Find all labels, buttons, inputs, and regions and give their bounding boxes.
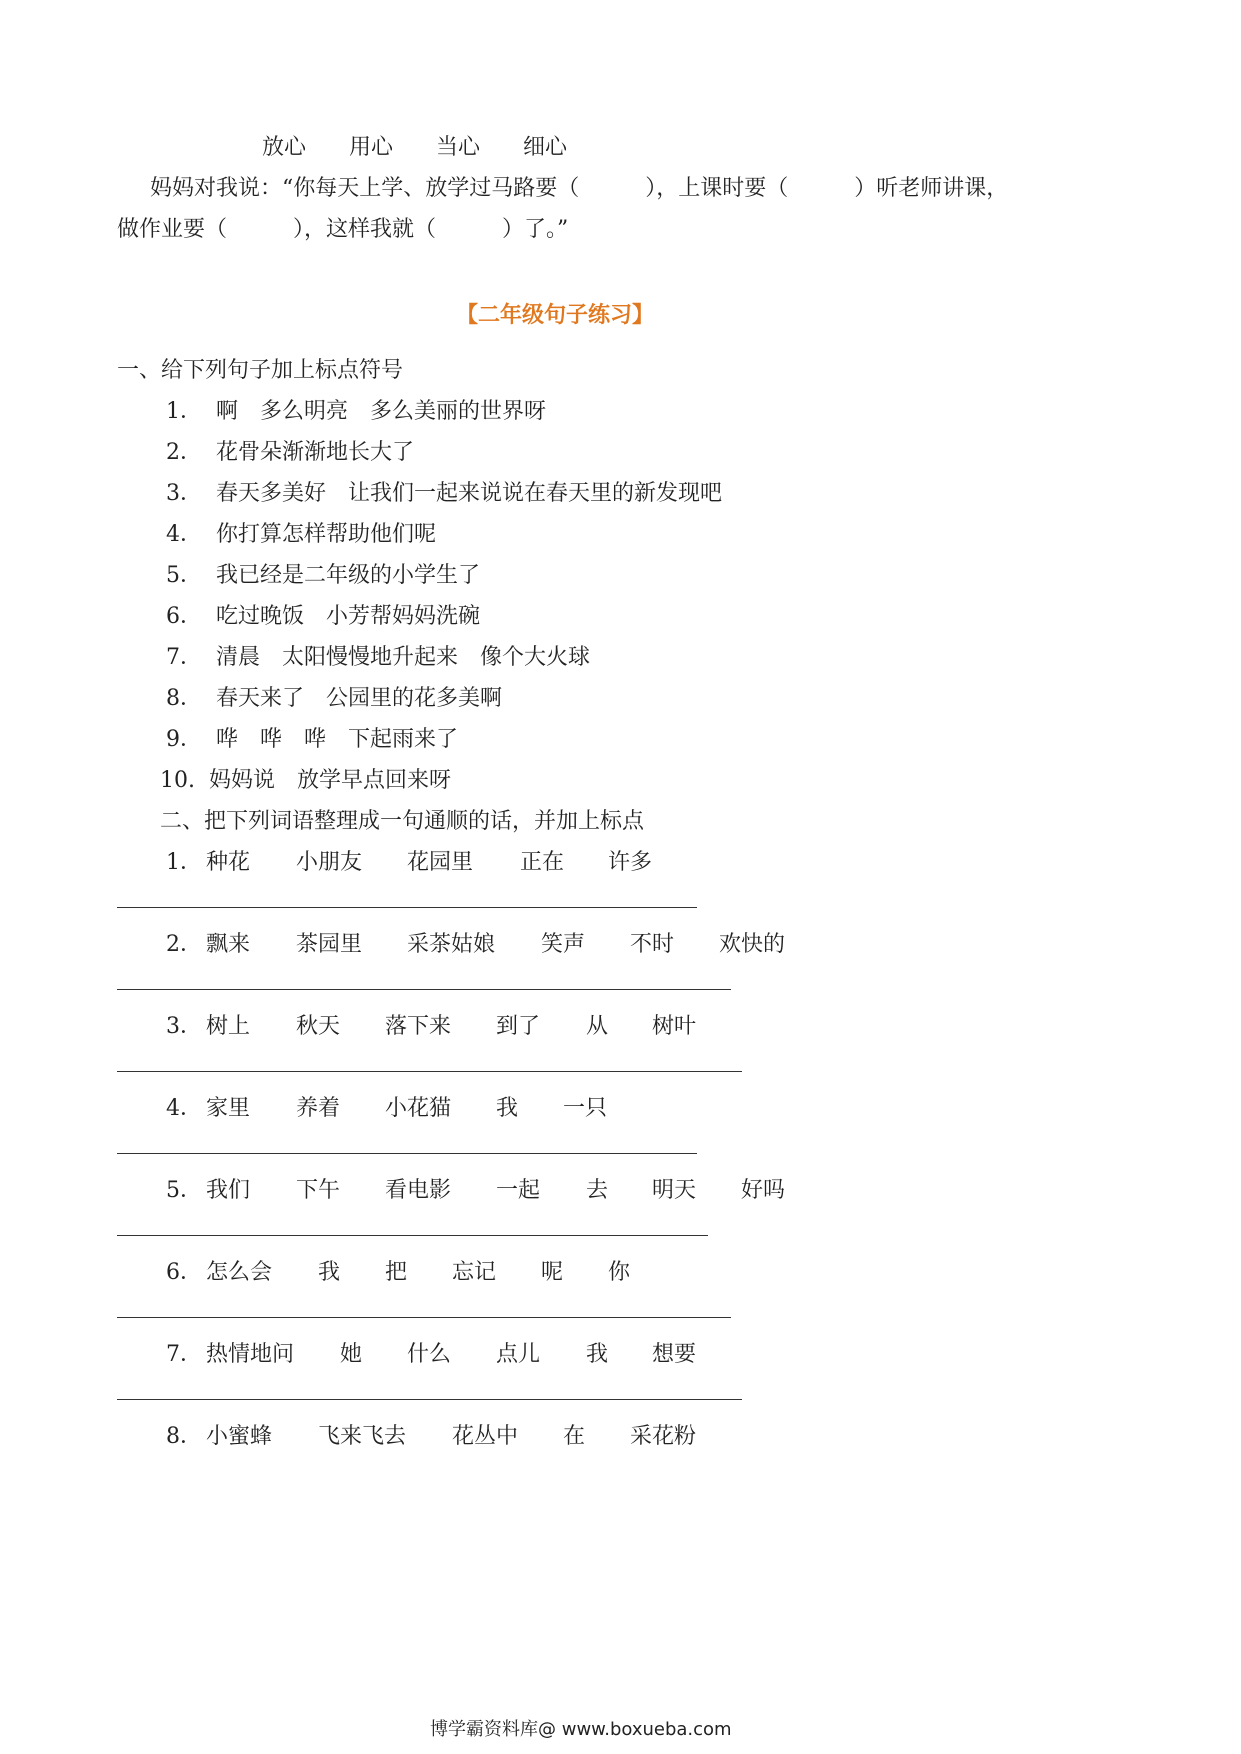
item-number: 1． (166, 399, 202, 424)
passage-line: 做作业要（ ），这样我就（ ）了。” (117, 217, 569, 242)
item-number: 8． (166, 686, 202, 711)
part2-heading: 二、把下列词语整理成一句通顺的话，并加上标点 (160, 809, 645, 834)
item-number: 3． (166, 1014, 202, 1039)
item-number: 7． (166, 645, 202, 670)
word-chip: 花园里 (407, 850, 474, 875)
word-chip: 正在 (520, 850, 565, 875)
word-option: 当心 (436, 135, 481, 160)
item-text: 花骨朵渐渐地长大了 (216, 440, 415, 465)
item-text: 吃过晚饭 小芳帮妈妈洗碗 (216, 604, 481, 629)
item-text: 妈妈说 放学早点回来呀 (209, 768, 452, 793)
word-chip: 小蜜蜂 (206, 1424, 273, 1449)
item-number: 8． (166, 1424, 202, 1449)
word-chip: 什么 (407, 1342, 452, 1367)
word-chip: 采花粉 (630, 1424, 697, 1449)
word-chip: 到了 (496, 1014, 541, 1039)
reorder-item (0, 845, 1241, 875)
word-chip: 你 (608, 1260, 631, 1285)
section-title: 【二年级句子练习】 (456, 303, 655, 328)
word-chip: 我 (586, 1342, 609, 1367)
answer-line[interactable] (117, 1399, 742, 1400)
passage-line: 妈妈对我说：“你每天上学、放学过马路要（ ），上课时要（ ）听老师讲课， (150, 176, 1009, 201)
word-chip: 在 (563, 1424, 586, 1449)
reorder-item (0, 1009, 1241, 1039)
word-chip: 忘记 (452, 1260, 497, 1285)
item-number: 2． (166, 440, 202, 465)
word-chip: 采茶姑娘 (407, 932, 496, 957)
word-chip: 把 (385, 1260, 408, 1285)
word-chip: 明天 (652, 1178, 697, 1203)
punctuation-item (166, 476, 722, 507)
word-chip: 下午 (296, 1178, 341, 1203)
word-chip: 小朋友 (296, 850, 363, 875)
word-chip: 秋天 (296, 1014, 341, 1039)
item-number: 4． (166, 1096, 202, 1121)
word-chip: 欢快的 (719, 932, 786, 957)
word-option: 放心 (262, 135, 307, 160)
answer-line[interactable] (117, 1317, 731, 1318)
word-chip: 种花 (206, 850, 251, 875)
word-chip: 一起 (496, 1178, 541, 1203)
item-number: 10. (160, 768, 195, 793)
punctuation-item (166, 681, 502, 712)
item-number: 4． (166, 522, 202, 547)
word-chip: 去 (586, 1178, 609, 1203)
word-chip: 树叶 (652, 1014, 697, 1039)
word-chip: 一只 (563, 1096, 608, 1121)
word-chip: 好吗 (741, 1178, 786, 1203)
item-number: 6． (166, 1260, 202, 1285)
word-chip: 养着 (296, 1096, 341, 1121)
item-text: 哗 哗 哗 下起雨来了 (216, 727, 459, 752)
word-chip: 许多 (608, 850, 653, 875)
word-chip: 热情地问 (206, 1342, 295, 1367)
item-text: 春天来了 公园里的花多美啊 (216, 686, 503, 711)
word-option: 用心 (349, 135, 394, 160)
word-chip: 不时 (630, 932, 675, 957)
word-chip: 从 (586, 1014, 609, 1039)
word-chip: 花丛中 (452, 1424, 519, 1449)
word-chip: 看电影 (385, 1178, 452, 1203)
word-chip: 呢 (541, 1260, 564, 1285)
word-chip: 飘来 (206, 932, 251, 957)
reorder-item (0, 927, 1241, 957)
answer-line[interactable] (117, 1071, 742, 1072)
word-options (262, 130, 603, 161)
punctuation-item (166, 558, 480, 589)
word-chip: 家里 (206, 1096, 251, 1121)
word-chip: 想要 (652, 1342, 697, 1367)
item-number: 3． (166, 481, 202, 506)
punctuation-item (166, 517, 436, 548)
reorder-item (0, 1419, 1241, 1449)
word-option: 细心 (523, 135, 568, 160)
item-number: 7． (166, 1342, 202, 1367)
word-chip: 落下来 (385, 1014, 452, 1039)
punctuation-item (160, 763, 451, 794)
item-number: 5． (166, 563, 202, 588)
footer-watermark: 博学霸资料库@ www.boxueba.com (430, 1719, 732, 1740)
item-number: 1． (166, 850, 202, 875)
punctuation-item (166, 722, 458, 753)
word-chip: 她 (340, 1342, 363, 1367)
part1-heading: 一、给下列句子加上标点符号 (117, 358, 404, 383)
answer-line[interactable] (117, 1153, 697, 1154)
item-text: 我已经是二年级的小学生了 (216, 563, 481, 588)
word-chip: 树上 (206, 1014, 251, 1039)
answer-line[interactable] (117, 1235, 708, 1236)
word-chip: 怎么会 (206, 1260, 273, 1285)
item-number: 6． (166, 604, 202, 629)
punctuation-item (166, 599, 480, 630)
reorder-item (0, 1255, 1241, 1285)
word-chip: 我 (496, 1096, 519, 1121)
word-chip: 茶园里 (296, 932, 363, 957)
word-chip: 我 (318, 1260, 341, 1285)
item-number: 2． (166, 932, 202, 957)
item-text: 你打算怎样帮助他们呢 (216, 522, 437, 547)
word-chip: 小花猫 (385, 1096, 452, 1121)
word-chip: 笑声 (541, 932, 586, 957)
answer-line[interactable] (117, 907, 697, 908)
reorder-item (0, 1091, 1241, 1121)
item-number: 9． (166, 727, 202, 752)
item-text: 清晨 太阳慢慢地升起来 像个大火球 (216, 645, 591, 670)
word-chip: 我们 (206, 1178, 251, 1203)
reorder-item (0, 1173, 1241, 1203)
word-chip: 点儿 (496, 1342, 541, 1367)
punctuation-item (166, 640, 590, 671)
reorder-item (0, 1337, 1241, 1367)
item-number: 5． (166, 1178, 202, 1203)
answer-line[interactable] (117, 989, 731, 990)
word-chip: 飞来飞去 (318, 1424, 407, 1449)
punctuation-item (166, 394, 546, 425)
item-text: 春天多美好 让我们一起来说说在春天里的新发现吧 (216, 481, 723, 506)
item-text: 啊 多么明亮 多么美丽的世界呀 (216, 399, 547, 424)
punctuation-item (166, 435, 414, 466)
